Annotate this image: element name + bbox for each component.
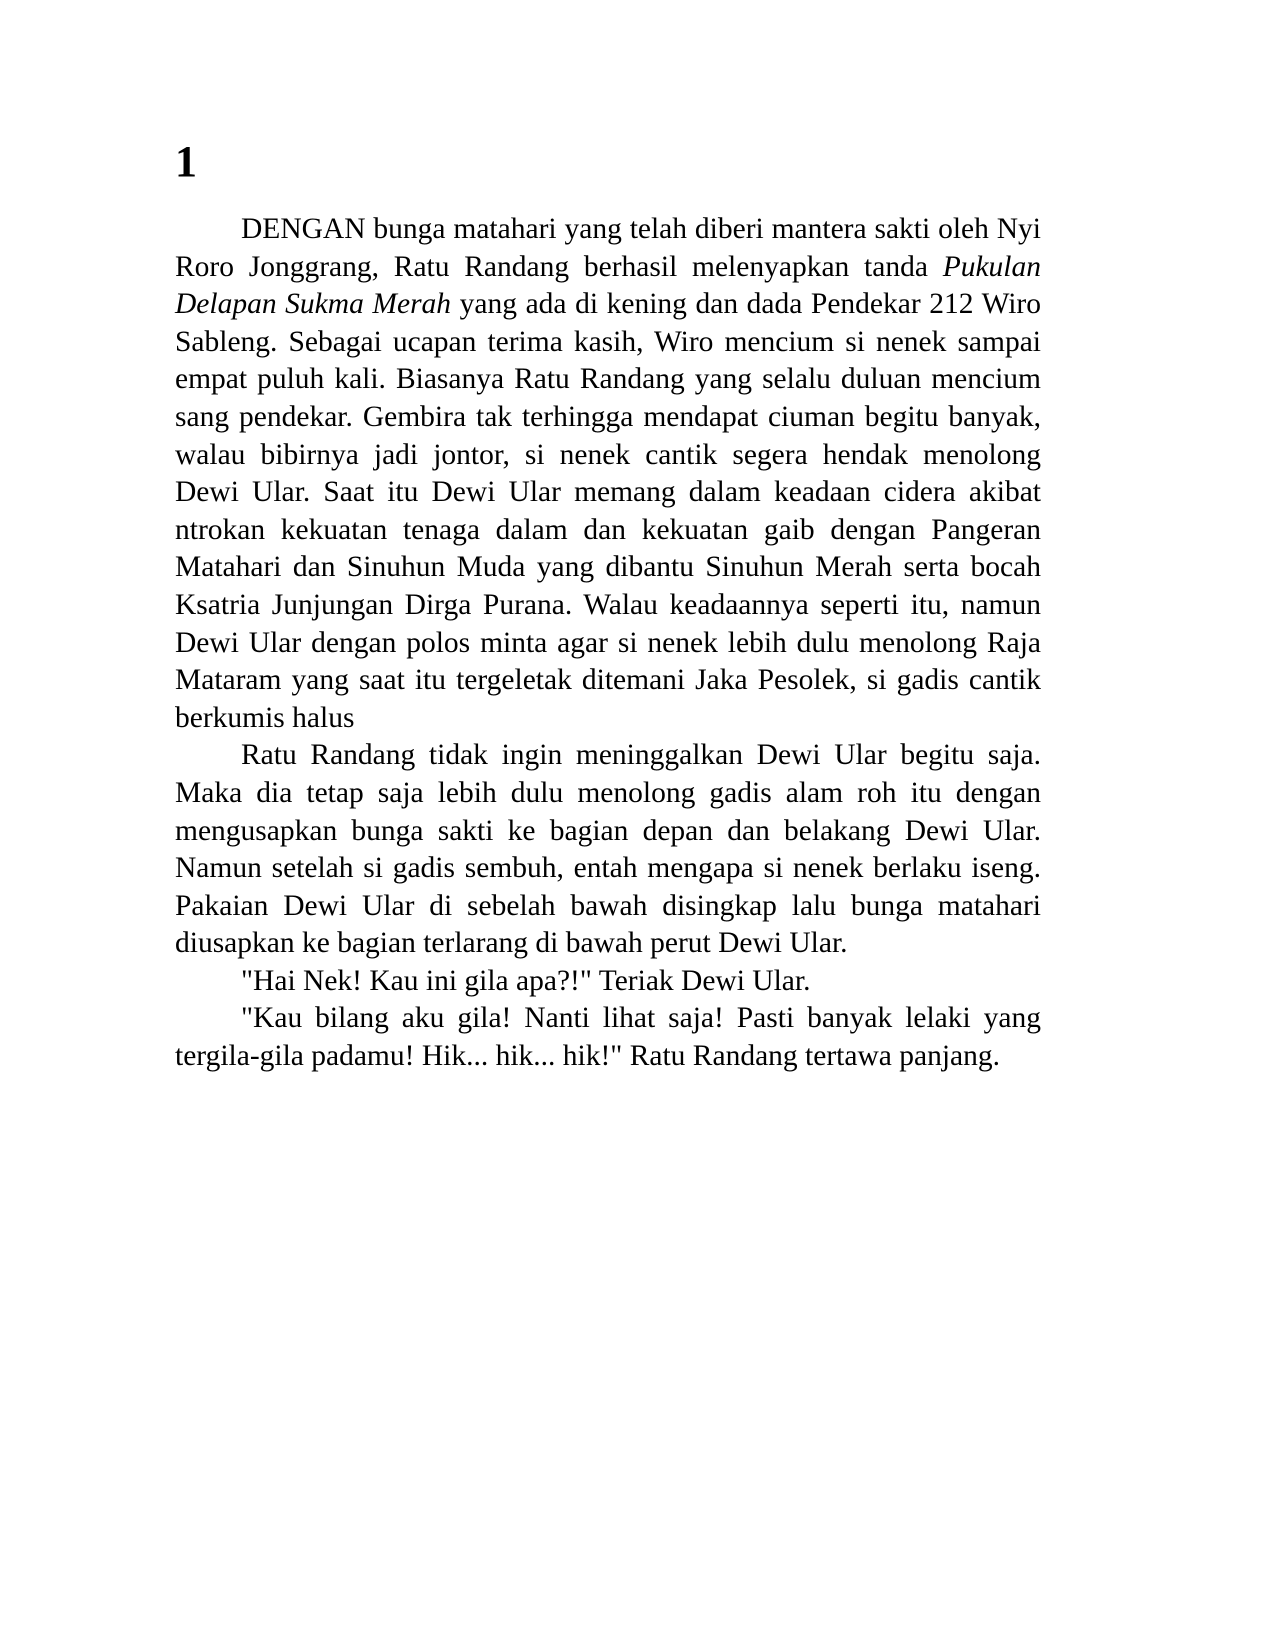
paragraph-2 <box>175 737 1041 963</box>
paragraph-1 <box>175 211 1041 737</box>
paragraph-3 <box>175 963 1041 1001</box>
text-run: Ratu Randang tidak ingin meninggalkan Dewi Ular begitu saja. Maka dia tetap saja lebih dulu menolong gadis alam roh itu dengan mengusapkan bunga sakti ke bagian depan dan belakang Dewi Ular. Namun setelah si gadis sembuh, entah mengapa si nenek berlaku iseng. Pakaian Dewi Ular di sebelah bawah disingkap lalu bunga matahari diusapkan ke bagian terlarang di bawah perut Dewi Ular. <box>175 739 1041 960</box>
text-run: "Kau bilang aku gila! Nanti lihat saja! Pasti banyak lelaki yang tergila-gila padamu! Hik... hik... hik!" Ratu Randang tertawa panjang. <box>175 1002 1041 1073</box>
text-run: yang ada di kening dan dada Pendekar 212 Wiro Sableng. Sebagai ucapan terima kasih, Wiro mencium si nenek sampai empat puluh kali. Biasanya Ratu Randang yang selalu duluan mencium sang pendekar. Gembira tak terhingga mendapat ciuman begitu banyak, walau bibirnya jadi jontor, si nenek cantik segera hendak menolong Dewi Ular. Saat itu Dewi Ular memang dalam keadaan cidera akibat ntrokan kekuatan tenaga dalam dan kekuatan gaib dengan Pangeran Matahari dan Sinuhun Muda yang dibantu Sinuhun Merah serta bocah Ksatria Junjungan Dirga Purana. Walau keadaannya seperti itu, namun Dewi Ular dengan polos minta agar si nenek lebih dulu menolong Raja Mataram yang saat itu tergeletak ditemani Jaka Pesolek, si gadis cantik berkumis halus <box>175 288 1041 734</box>
paragraph-4 <box>175 1000 1041 1075</box>
body-text-container <box>175 211 1041 1076</box>
italic-phrase: Pukulan Delapan Sukma Merah <box>175 250 1041 321</box>
chapter-number: 1 <box>175 137 198 186</box>
text-run: "Hai Nek! Kau ini gila apa?!" Teriak Dewi Ular. <box>241 964 811 997</box>
page-content <box>175 0 1041 1076</box>
text-run: DENGAN bunga matahari yang telah diberi mantera sakti oleh Nyi Roro Jonggrang, Ratu Randang berhasil melenyapkan tanda <box>175 213 1041 283</box>
